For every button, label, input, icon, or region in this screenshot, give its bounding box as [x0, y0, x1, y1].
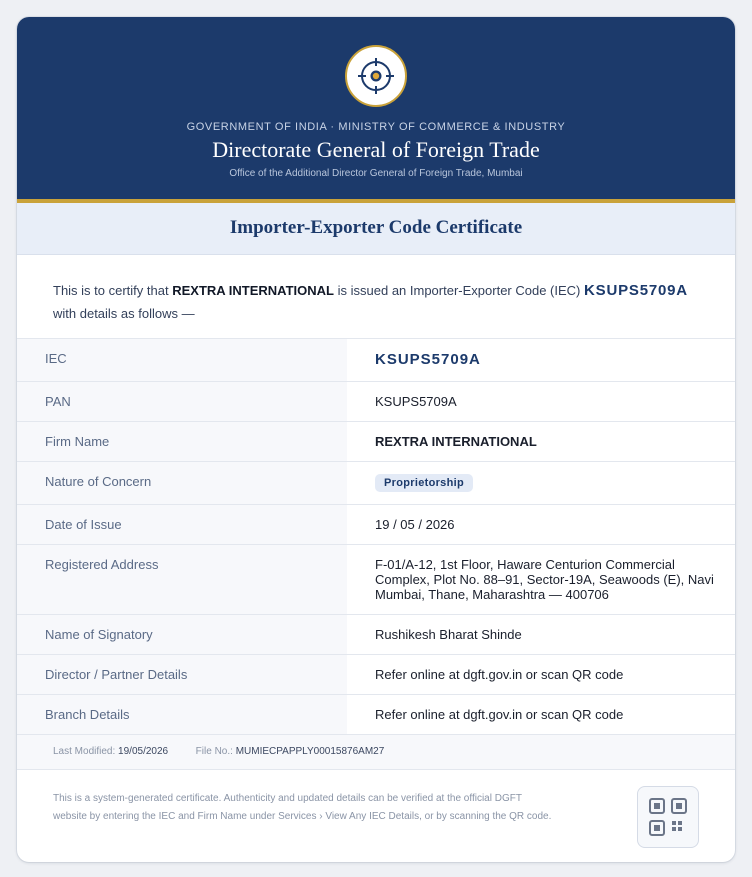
- table-row: [17, 461, 735, 504]
- registered-address-value: F-01/A-12, 1st Floor, Haware Centurion Commercial Complex, Plot No. 88–91, Sector-19A, Seawoods (E), Navi Mumbai, Thane, Maharashtra — 400706: [347, 544, 735, 614]
- certificate-header: [17, 17, 735, 203]
- details-table: [17, 339, 735, 735]
- record-metadata: [17, 735, 735, 770]
- table-row: [17, 654, 735, 694]
- intro-firm-name: REXTRA INTERNATIONAL: [172, 283, 334, 298]
- table-row: [17, 504, 735, 544]
- table-row: [17, 544, 735, 614]
- intro-suffix: with details as follows —: [53, 306, 195, 321]
- row-label: PAN: [17, 381, 347, 421]
- certification-statement: [17, 255, 735, 339]
- compass-seal-icon: [345, 45, 407, 107]
- row-label: Date of Issue: [17, 504, 347, 544]
- row-value: [347, 421, 735, 461]
- intro-prefix: This is to certify that: [53, 283, 169, 298]
- last-modified-label: Last Modified:: [53, 745, 116, 757]
- table-row: [17, 694, 735, 734]
- table-row: [17, 381, 735, 421]
- table-row: [17, 421, 735, 461]
- certificate-footer: [17, 770, 735, 863]
- office-line: Office of the Additional Director General of Foreign Trade, Mumbai: [229, 168, 523, 179]
- nature-of-concern-badge: Proprietorship: [375, 474, 473, 492]
- last-modified-value: 19/05/2026: [118, 745, 169, 757]
- director-details-value: Refer online at dgft.gov.in or scan QR code: [347, 654, 735, 694]
- row-value: [347, 339, 735, 381]
- government-line: GOVERNMENT OF INDIA · MINISTRY OF COMMERCE & INDUSTRY: [186, 121, 566, 133]
- row-label: IEC: [17, 339, 347, 381]
- certificate-title: Importer-Exporter Code Certificate: [17, 203, 735, 255]
- row-label: Branch Details: [17, 694, 347, 734]
- intro-middle: is issued an Importer-Exporter Code (IEC): [337, 283, 581, 298]
- signatory-value: Rushikesh Bharat Shinde: [347, 614, 735, 654]
- intro-iec-code: KSUPS5709A: [584, 282, 688, 299]
- table-row: [17, 614, 735, 654]
- disclaimer-text: This is a system-generated certificate. Authenticity and updated details can be verified at the official DGFT website by entering the IEC and Firm Name under Services › View Any IEC Details, or by scanning the QR code.: [53, 792, 552, 822]
- table-row: [17, 339, 735, 381]
- row-label: Director / Partner Details: [17, 654, 347, 694]
- row-label: Firm Name: [17, 421, 347, 461]
- pan-value: KSUPS5709A: [347, 381, 735, 421]
- certificate-card: [17, 17, 735, 862]
- dgft-title: Directorate General of Foreign Trade: [212, 137, 540, 162]
- iec-value: KSUPS5709A: [375, 351, 481, 368]
- qr-code-icon[interactable]: [637, 786, 699, 848]
- row-label: Registered Address: [17, 544, 347, 614]
- row-label: Nature of Concern: [17, 461, 347, 504]
- file-no-value: MUMIECPAPPLY00015876AM27: [235, 745, 385, 757]
- branch-details-value: Refer online at dgft.gov.in or scan QR code: [347, 694, 735, 734]
- firm-name-value: REXTRA INTERNATIONAL: [375, 433, 537, 449]
- date-of-issue-value: 19 / 05 / 2026: [347, 504, 735, 544]
- file-no-label: File No.:: [195, 745, 233, 757]
- row-label: Name of Signatory: [17, 614, 347, 654]
- row-value: [347, 461, 735, 504]
